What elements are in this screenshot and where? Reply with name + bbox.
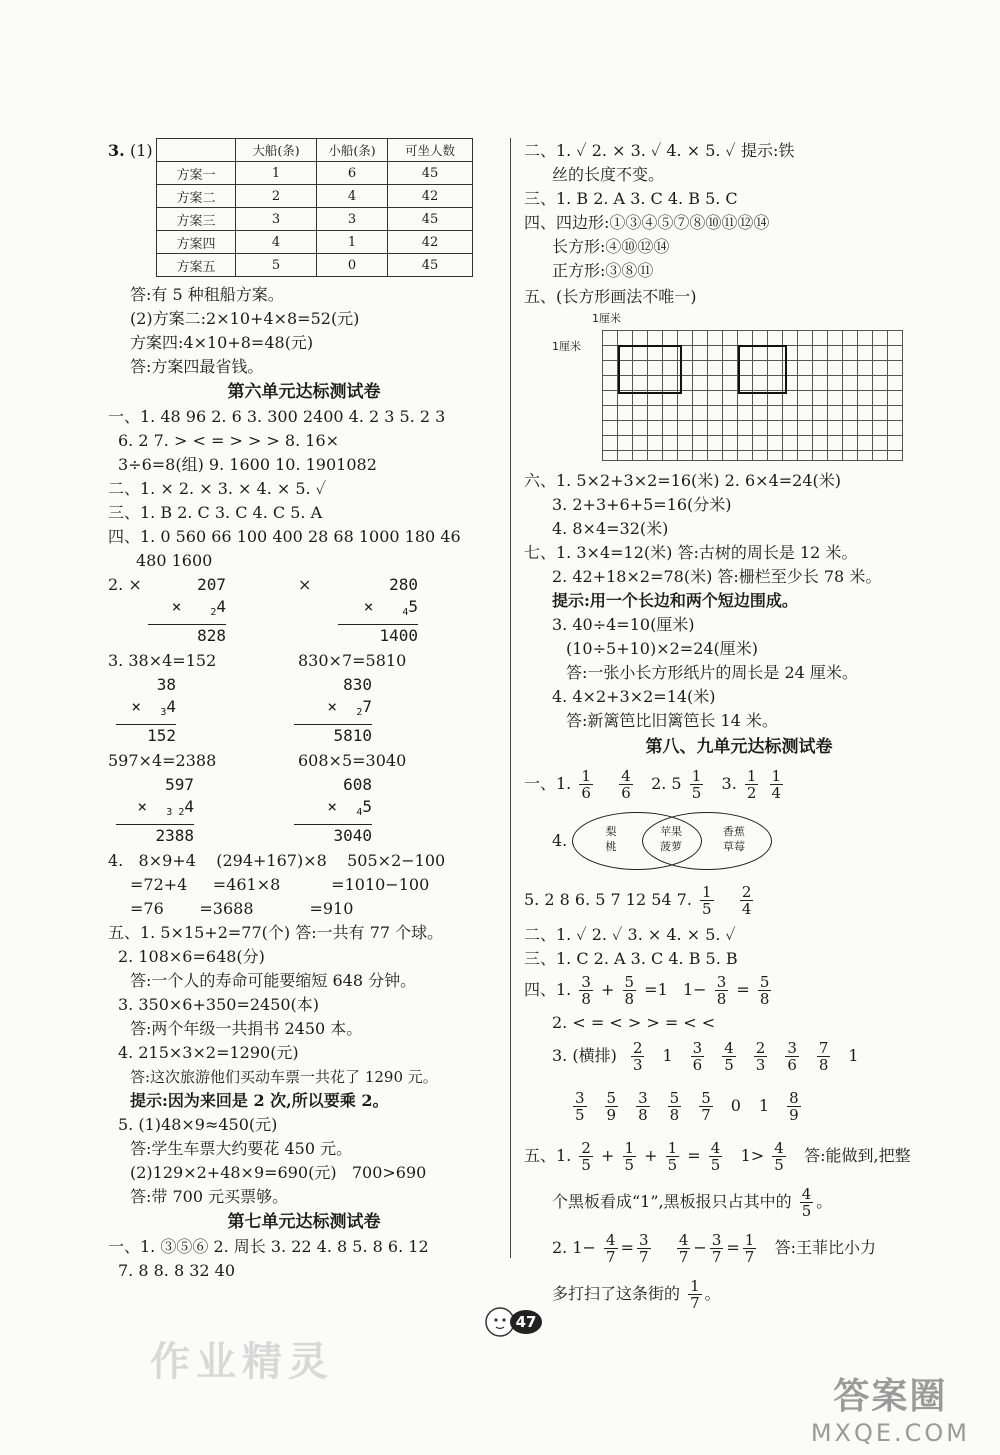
fraction (579, 768, 593, 801)
fraction-line: 个黑板看成“1”,黑板报只占其中的 $\frac{4}{5}$ 。 (552, 1185, 833, 1220)
answer-line: 4. 4×2+3×2=14(米) (552, 687, 716, 706)
denominator: 5 (702, 900, 712, 918)
mul-top: 830 (343, 675, 372, 694)
page-number: 47 (515, 1313, 537, 1331)
answer-line: 608×5=3040 (298, 751, 407, 770)
numerator: 8 (789, 1089, 799, 1107)
table-cell: 1 (236, 162, 317, 185)
mul-op: × (363, 597, 374, 616)
table-header-cell: 可坐人数 (388, 139, 473, 162)
numerator: 4 (774, 1139, 784, 1157)
denominator: 8 (716, 990, 727, 1008)
answer-line: =72+4 =461×8 =1010−100 (130, 875, 430, 894)
fraction (604, 1232, 618, 1265)
vertical-multiplication (116, 774, 194, 847)
vertical-multiplication (294, 774, 372, 847)
mul-top: 280 (389, 575, 418, 594)
item-label: 3. (721, 774, 737, 793)
answer-line: 2. × (108, 575, 142, 594)
denominator: 5 (710, 1156, 721, 1174)
venn-left-text: 梨 桃 (605, 825, 617, 853)
answer-line: 二、1. × 2. × 3. × 4. × 5. ✓ (108, 479, 327, 498)
table-cell: 42 (388, 185, 473, 208)
fraction (573, 1090, 587, 1123)
boat-plan-table (156, 138, 473, 277)
mul-top: 207 (197, 575, 226, 594)
denominator: 4 (741, 900, 752, 918)
fraction-line (524, 972, 774, 1008)
answer-line: 2. 42+18×2=78(米) 答:栅栏至少长 78 米。 (552, 567, 882, 586)
vertical-multiplication (338, 574, 418, 647)
table-cell: 45 (388, 162, 473, 185)
answer-line: (2)129×2+48×9=690(元) 700>690 (130, 1163, 427, 1182)
fraction (740, 884, 754, 917)
fraction (636, 1090, 650, 1123)
fraction (817, 1040, 831, 1073)
answer-line: 四、四边形:①③④⑤⑦⑧⑩⑪⑫⑭ (524, 213, 770, 232)
fraction-line (524, 766, 786, 802)
table-cell: 1 (317, 231, 388, 254)
answer-text: 答:能做到,把整 (804, 1146, 911, 1165)
fraction (770, 768, 784, 801)
denominator: 8 (669, 1106, 680, 1124)
table-cell: 方案二 (157, 185, 236, 208)
answer-text: 答:王菲比小力 (774, 1238, 876, 1257)
table-header-row (157, 139, 473, 162)
answer-line: 答:这次旅游他们买动车票一共花了 1290 元。 (130, 1068, 438, 1086)
denominator: 2 (746, 784, 757, 802)
numerator: 3 (716, 973, 727, 991)
answer-line: 597×4=2388 (108, 751, 217, 770)
answer-line: 3. 38×4=152 (108, 651, 217, 670)
answer-line: 五、1. 5×15+2=77(个) 答:一共有 77 个球。 (108, 923, 444, 942)
stamp-watermark: 作业精灵 (150, 1339, 334, 1385)
section-title-unit8-9: 第八、九单元达标测试卷 (645, 737, 833, 757)
section-title-unit7: 第七单元达标测试卷 (227, 1212, 381, 1232)
fraction-line (552, 1038, 868, 1074)
table-row (157, 254, 473, 277)
answer-line: 六、1. 5×2+3×2=16(米) 2. 6×4=24(米) (524, 471, 841, 490)
fraction (579, 974, 593, 1007)
table-cell: 45 (388, 208, 473, 231)
fraction (754, 1040, 768, 1073)
fraction (758, 974, 772, 1007)
denominator: 7 (638, 1248, 649, 1266)
numerator: 5 (624, 973, 635, 991)
answer-line: 3. 40÷4=10(厘米) (552, 615, 695, 634)
mul-result: 828 (197, 626, 226, 645)
fraction (787, 1090, 801, 1123)
answer-line: 答:有 5 种租船方案。 (130, 285, 284, 304)
fraction (637, 1232, 651, 1265)
fraction (666, 1140, 680, 1173)
fraction (631, 1040, 645, 1073)
fraction (709, 1140, 723, 1173)
numerator: 5 (701, 1089, 711, 1107)
numerator: 2 (581, 1139, 591, 1157)
numerator: 2 (755, 1039, 766, 1057)
mul-bottom: 4 (184, 797, 194, 816)
denominator: 8 (638, 1106, 648, 1124)
answer-line: 丝的长度不变。 (552, 165, 665, 184)
fraction (710, 1232, 724, 1265)
mul-bottom: 5 (408, 597, 418, 616)
denominator: 7 (701, 1106, 711, 1124)
section-title-unit6: 第六单元达标测试卷 (227, 382, 381, 402)
denominator: 8 (759, 990, 770, 1008)
table-cell: 方案三 (157, 208, 236, 231)
answer-line: 答:学生车票大约要花 450 元。 (130, 1139, 353, 1158)
denominator: 4 (771, 784, 782, 802)
mul-carry: 2 (356, 707, 363, 718)
denominator: 5 (581, 1156, 591, 1174)
fraction (700, 884, 714, 917)
mul-carry: 4 (356, 807, 363, 818)
mul-op: × (327, 797, 338, 816)
denominator: 7 (678, 1248, 689, 1266)
fraction (745, 768, 759, 801)
denominator: 6 (621, 784, 631, 802)
answer-line: (2)方案二:2×10+4×8=52(元) (130, 309, 360, 328)
numerator: 1 (667, 1139, 678, 1157)
operator: = (736, 980, 750, 999)
numerator: 4 (724, 1039, 734, 1057)
mul-carry: 3 2 (166, 807, 185, 818)
answer-line: 4. 8×9+4 (294+167)×8 505×2−100 (108, 851, 446, 870)
table-cell: 6 (317, 162, 388, 185)
item-label: 四、1. (524, 980, 572, 999)
numerator: 2 (741, 883, 752, 901)
answer-line: =76 =3688 =910 (130, 899, 354, 918)
fraction (800, 1186, 814, 1219)
mul-bottom: 7 (362, 697, 372, 716)
answer-line: 一、1. ③⑤⑥ 2. 周长 3. 22 4. 8 5. 8 6. 12 (108, 1237, 429, 1256)
fraction (688, 1278, 702, 1311)
numerator: 4 (606, 1231, 616, 1249)
fraction-line (564, 1088, 810, 1124)
mul-bottom: 4 (216, 597, 226, 616)
answer-line: 答:带 700 元买票够。 (130, 1187, 289, 1206)
answer-line: 二、1. ✓ 2. × 3. ✓ 4. × 5. ✓ 提示:铁 (524, 141, 795, 160)
answer-line: 4. 215×3×2=1290(元) (118, 1043, 299, 1062)
fraction (677, 1232, 691, 1265)
table-header-cell: 大船(条) (236, 139, 317, 162)
answer-line: 三、1. B 2. C 3. C 4. C 5. A (108, 503, 323, 522)
table-row (157, 162, 473, 185)
table-header-cell (157, 139, 236, 162)
denominator: 8 (624, 990, 635, 1008)
integer-value: 1 (662, 1046, 673, 1065)
numerator: 3 (638, 1089, 648, 1107)
answer-line: 长方形:④⑩⑫⑭ (552, 237, 670, 256)
rectangle-drawing (618, 345, 682, 394)
operator: + (601, 980, 615, 999)
answer-line: 3÷6=8(组) 9. 1600 10. 1901082 (118, 455, 377, 474)
table-cell: 2 (236, 185, 317, 208)
answer-line: 6. 2 7. > < = > > > 8. 16× (118, 431, 340, 450)
operator: =1 1− (644, 980, 707, 999)
ordered-fractions-row1 (622, 1039, 868, 1074)
answer-line: (10÷5+10)×2=24(厘米) (566, 639, 759, 658)
grid-unit-label-left: 1厘米 (552, 340, 581, 353)
answer-line: 480 1600 (136, 551, 213, 570)
numerator: 5 (606, 1089, 617, 1107)
item-label: 2. 5 (651, 774, 682, 793)
fraction (691, 1040, 705, 1073)
answer-line: 答:两个年级一共捐书 2450 本。 (130, 1019, 363, 1038)
denominator: 3 (755, 1056, 766, 1074)
vertical-multiplication (148, 574, 226, 647)
item-label: 2. 1− (552, 1238, 596, 1257)
numerator: 3 (638, 1231, 649, 1249)
numerator: 5 (669, 1089, 680, 1107)
numerator: 1 (581, 767, 591, 785)
mul-op: × (327, 697, 338, 716)
answer-line: 2. 108×6=648(分) (118, 947, 265, 966)
answer-line: 三、1. B 2. A 3. C 4. B 5. C (524, 189, 738, 208)
column-divider (510, 138, 511, 1258)
answer-text: 多打扫了这条街的 (552, 1284, 681, 1303)
table-cell: 5 (236, 254, 317, 277)
vertical-multiplication (116, 674, 176, 747)
wrong-mark: × (298, 575, 312, 594)
vertical-multiplication (294, 674, 372, 747)
answer-line: 答:方案四最省钱。 (130, 357, 264, 376)
integer-value: 0 (730, 1096, 741, 1115)
fraction-line (524, 882, 756, 918)
fraction (623, 1140, 637, 1173)
numerator: 3 (581, 973, 591, 991)
table-cell: 42 (388, 231, 473, 254)
item-label: 五、1. (524, 1146, 572, 1165)
table-cell: 4 (317, 185, 388, 208)
denominator: 3 (632, 1056, 643, 1074)
table-row (157, 185, 473, 208)
answer-line: 答:新篱笆比旧篱笆长 14 米。 (566, 711, 778, 730)
fraction (623, 974, 637, 1007)
denominator: 5 (801, 1202, 812, 1220)
denominator: 5 (624, 1156, 635, 1174)
denominator: 7 (711, 1248, 722, 1266)
answer-line: 二、1. ✓ 2. ✓ 3. × 4. × 5. ✓ (524, 925, 736, 944)
denominator: 6 (692, 1056, 703, 1074)
mul-op: × (137, 797, 148, 816)
mul-result: 2388 (155, 826, 194, 845)
fraction (743, 1232, 757, 1265)
answer-line: 七、1. 3×4=12(米) 答:古树的周长是 12 米。 (524, 543, 858, 562)
table-cell: 方案一 (157, 162, 236, 185)
fraction (772, 1140, 786, 1173)
fraction (668, 1090, 682, 1123)
denominator: 6 (581, 784, 591, 802)
mul-bottom: 4 (166, 697, 176, 716)
fraction-line (524, 1138, 911, 1174)
numerator: 1 (744, 1231, 755, 1249)
fraction (785, 1040, 799, 1073)
mul-result: 152 (147, 726, 176, 745)
denominator: 5 (667, 1156, 678, 1174)
denominator: 5 (724, 1056, 734, 1074)
grid-unit-label-top: 1厘米 (592, 312, 621, 325)
mul-op: × (171, 597, 182, 616)
numerator: 4 (801, 1185, 812, 1203)
square-drawing (738, 345, 787, 394)
mul-carry: 4 (402, 607, 409, 618)
answer-line: 正方形:③⑧⑪ (552, 261, 654, 280)
answer-line: 一、1. 48 96 2. 6 3. 300 2400 4. 2 3 5. 2 3 (108, 407, 446, 426)
ordered-fractions-row2 (564, 1089, 810, 1124)
answer-text: 。 (704, 1284, 721, 1303)
fraction (690, 768, 704, 801)
mul-result: 3040 (333, 826, 372, 845)
denominator: 9 (606, 1106, 617, 1124)
integer-value: 1 (758, 1096, 770, 1115)
watermark-title: 答案圈 (833, 1376, 948, 1417)
fraction (579, 1140, 593, 1173)
table-cell: 方案五 (157, 254, 236, 277)
mul-carry: 2 (210, 607, 217, 618)
numerator: 7 (818, 1039, 829, 1057)
denominator: 8 (581, 990, 591, 1008)
fraction (605, 1090, 619, 1123)
numerator: 3 (575, 1089, 585, 1107)
item-label: 3. (横排) (552, 1046, 617, 1065)
table-header-cell: 小船(条) (317, 139, 388, 162)
denominator: 5 (575, 1106, 585, 1124)
q3-part1: (1) (130, 141, 153, 160)
mul-result: 5810 (333, 726, 372, 745)
mul-bottom: 5 (362, 797, 372, 816)
denominator: 7 (606, 1248, 616, 1266)
answer-line: 答:一个人的寿命可能要缩短 648 分钟。 (130, 971, 417, 990)
table-cell: 3 (236, 208, 317, 231)
numerator: 3 (787, 1039, 797, 1057)
table-row (157, 208, 473, 231)
answer-line: 4. 8×4=32(米) (552, 519, 669, 538)
fraction-line (552, 1276, 721, 1312)
operator: 1> (740, 1146, 765, 1165)
table-cell: 4 (236, 231, 317, 254)
table-cell: 45 (388, 254, 473, 277)
fraction (722, 1040, 736, 1073)
mul-op: × (131, 697, 142, 716)
table-cell: 0 (317, 254, 388, 277)
denominator: 5 (774, 1156, 784, 1174)
mul-result: 1400 (379, 626, 418, 645)
answer-line: 方案四:4×10+8=48(元) (130, 333, 314, 352)
table-row (157, 231, 473, 254)
table-cell: 3 (317, 208, 388, 231)
answer-line: 5. (1)48×9≈450(元) (118, 1115, 278, 1134)
item-label: 一、1. (524, 774, 572, 793)
mul-top: 608 (343, 775, 372, 794)
answer-line: 830×7=5810 (298, 651, 407, 670)
answer-line: 五、(长方形画法不唯一) (524, 287, 697, 306)
venn-right-text: 香蕉 草莓 (723, 825, 745, 853)
mul-carry: 3 (160, 707, 167, 718)
answer-line: 3. 350×6+350=2450(本) (118, 995, 320, 1014)
numerator: 2 (632, 1039, 643, 1057)
denominator: 7 (690, 1294, 700, 1312)
operator: + (601, 1146, 615, 1165)
fraction (715, 974, 729, 1007)
numerator: 1 (771, 767, 782, 785)
mul-top: 38 (156, 675, 176, 694)
denominator: 9 (789, 1106, 799, 1124)
answer-line: 三、1. C 2. A 3. C 4. B 5. B (524, 949, 738, 968)
venn-middle-text: 苹果 菠萝 (660, 825, 682, 853)
numerator: 4 (710, 1139, 721, 1157)
hint-line: 提示:用一个长边和两个短边围成。 (552, 591, 798, 610)
numerator: 1 (690, 1277, 700, 1295)
answer-line: 3. 2+3+6+5=16(分米) (552, 495, 732, 514)
answer-line: 2. < = < > > = < < (552, 1013, 716, 1032)
table-cell: 方案四 (157, 231, 236, 254)
denominator: 7 (744, 1248, 755, 1266)
page-number-badge (470, 1298, 550, 1344)
fraction (619, 768, 633, 801)
numerator: 5 (759, 973, 770, 991)
site-watermark (811, 1368, 970, 1447)
q3-label: 3. (108, 141, 125, 160)
denominator: 8 (818, 1056, 829, 1074)
hint-line: 提示:因为来回是 2 次,所以要乘 2。 (130, 1091, 389, 1110)
answer-text: 5. 2 8 6. 5 7 12 54 7. (524, 890, 692, 909)
answer-line: 答:一张小长方形纸片的周长是 24 厘米。 (566, 663, 858, 682)
fraction-line: 2. 1− $\frac{4}{7}$ = $\frac{3}{7}$ $\frac{4}{7}$ − $\frac{3}{7}$ = $\frac{1}{7}$ 答:王菲比小力 (552, 1231, 876, 1266)
numerator: 1 (624, 1139, 635, 1157)
mascot-icon (486, 1308, 514, 1336)
numerator: 1 (702, 883, 712, 901)
operator: = (687, 1146, 701, 1165)
denominator: 5 (691, 784, 702, 802)
integer-value: 1 (848, 1046, 859, 1065)
numerator: 4 (678, 1231, 689, 1249)
mul-top: 597 (165, 775, 194, 794)
watermark-url: MXQE.COM (810, 1419, 970, 1447)
numerator: 1 (691, 767, 702, 785)
answer-line: 四、1. 0 560 66 100 400 28 68 1000 180 46 (108, 527, 461, 546)
denominator: 6 (787, 1056, 797, 1074)
numerator: 4 (621, 767, 631, 785)
operator: + (644, 1146, 658, 1165)
numerator: 1 (746, 767, 757, 785)
numerator: 3 (692, 1039, 703, 1057)
item-label: 4. (552, 831, 568, 850)
fraction (699, 1090, 713, 1123)
answer-text: 个黑板看成“1”,黑板报只占其中的 (552, 1192, 792, 1211)
answer-line: 7. 8 8. 8 32 40 (118, 1261, 236, 1280)
numerator: 3 (711, 1231, 722, 1249)
